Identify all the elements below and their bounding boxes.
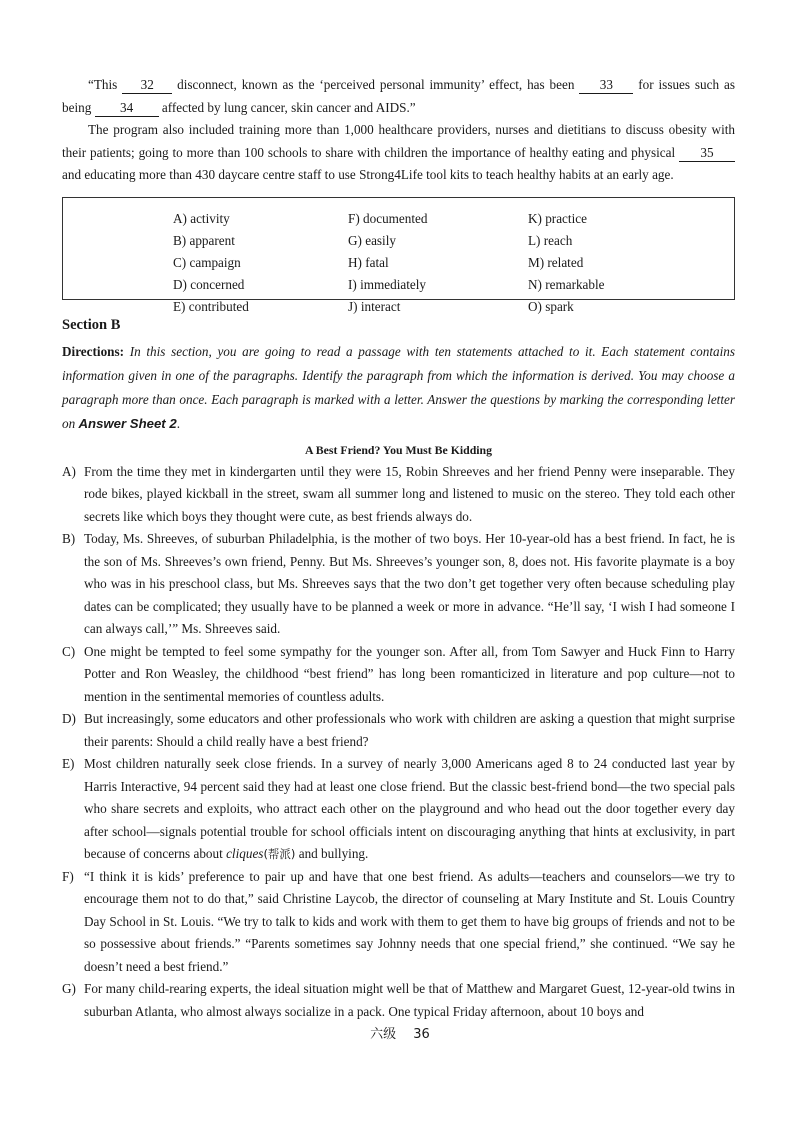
paragraph-letter: G) <box>62 981 76 997</box>
word-option: H) fatal <box>348 254 389 270</box>
text: The program also included training more than 1,000 healthcare providers, nurses and dietitians to discuss obesity with their patients; going to more than 100 schools to share with children the importance of healthy eating and physical <box>62 122 735 160</box>
blank-33[interactable]: 33 <box>579 77 633 94</box>
paragraph-letter: B) <box>62 531 76 547</box>
word-option: B) apparent <box>173 232 235 248</box>
passage-paragraph-1 <box>62 74 735 119</box>
section-b-title: Section B <box>62 316 121 333</box>
paragraph-e <box>62 753 735 866</box>
word-option: I) immediately <box>348 276 426 292</box>
paragraph-g <box>62 978 735 1023</box>
word-option: G) easily <box>348 232 396 248</box>
directions-label: Directions: <box>62 343 125 359</box>
paragraph-letter: E) <box>62 756 75 772</box>
word-option: D) concerned <box>173 276 245 292</box>
word-option: N) remarkable <box>528 276 605 292</box>
chinese-gloss: (帮派) <box>263 847 296 862</box>
text: and educating more than 430 daycare centre staff to use Strong4Life tool kits to teach healthy habits at an early age. <box>62 167 674 182</box>
word-option: M) related <box>528 254 584 270</box>
paragraph-text: From the time they met in kindergarten until they were 15, Robin Shreeves and her friend Penny were inseparable. They rode bikes, played kickball in the street, swam all summer long and listened to music on the stereo. They told each other secrets like which boys they thought were cute, as best friends always do. <box>84 463 735 524</box>
text: affected by lung cancer, skin cancer and AIDS.” <box>158 99 416 115</box>
paragraph-letter: D) <box>62 711 76 727</box>
word-bank-grid <box>173 208 734 318</box>
word-bank <box>62 197 735 314</box>
blank-35[interactable]: 35 <box>679 145 735 162</box>
paragraph-letter: C) <box>62 643 76 659</box>
paragraph-c <box>62 641 735 709</box>
text: “This <box>88 77 123 92</box>
word-option: C) campaign <box>173 254 241 270</box>
text: for issues such as being <box>62 77 735 115</box>
paragraph-letter: A) <box>62 463 76 479</box>
word-option: L) reach <box>528 232 573 248</box>
paragraph-a <box>62 461 735 529</box>
paragraph-d <box>62 708 735 753</box>
word-option: O) spark <box>528 298 574 314</box>
paragraph-f <box>62 866 735 979</box>
word-option: A) activity <box>173 210 230 226</box>
text: Most children naturally seek close friends. In a survey of nearly 3,000 Americans aged 8 to 24 conducted last year by Harris Interactive, 94 percent said they had at least one close friend. But the classic best-friend bond—the two special pals who share secrets and exploits, who attract each other on the playground and who head out the door together every day after school—signals potential trouble for school officials intent on discouraging anything that hints at exclusivity, in part because of concerns about <box>84 756 735 862</box>
word-option: F) documented <box>348 210 428 226</box>
section-b-directions <box>62 340 735 437</box>
paragraph-text: But increasingly, some educators and other professionals who work with children are asking a question that might surprise their parents: Should a child really have a best friend? <box>84 711 735 749</box>
text: disconnect, known as the ‘perceived personal immunity’ effect, has been <box>172 77 580 92</box>
paragraph-text: For many child-rearing experts, the ideal situation might well be that of Matthew and Margaret Guest, 12-year-old twins in suburban Atlanta, who almost always socialize in a pack. One typical Friday afternoon, about 10 boys and <box>84 981 735 1019</box>
page-footer: 六级 36 <box>370 1027 430 1042</box>
blank-34[interactable]: 34 <box>95 100 159 117</box>
directions-text: In this section, you are going to read a passage with ten statements attached to it. Each statement contains information given in one of the paragraphs. Identify the paragraph from which the information is derived. You may choose a paragraph more than once. Each paragraph is marked with a letter. Answer the questions by marking the corresponding letter on <box>62 343 735 432</box>
exam-page <box>62 74 735 1023</box>
article-title: A Best Friend? You Must Be Kidding <box>304 442 493 457</box>
paragraph-text: One might be tempted to feel some sympathy for the younger son. After all, from Tom Sawyer and Huck Finn to Harry Potter and Ron Weasley, the childhood “best friend” has long been romanticized in literature and pop culture—not to mention in the sentimental memories of countless adults. <box>84 643 735 704</box>
directions-end: . <box>176 416 180 432</box>
text: and bullying. <box>295 846 369 862</box>
blank-32[interactable]: 32 <box>122 77 172 94</box>
word-option: E) contributed <box>173 298 249 314</box>
answer-sheet-label: Answer Sheet 2 <box>78 416 177 432</box>
paragraph-text <box>84 753 735 866</box>
word-option: K) practice <box>528 210 587 226</box>
word-option: J) interact <box>348 298 401 314</box>
paragraph-letter: F) <box>62 868 74 884</box>
paragraph-text: Today, Ms. Shreeves, of suburban Philadelphia, is the mother of two boys. Her 10-year-old has a best friend. In fact, he is the son of Ms. Shreeves’s own friend, Penny. But Ms. Shreeves’s younger son, 8, does not. His favorite playmate is a boy who was in his preschool class, but Ms. Shreeves says that the two don’t get together very often because scheduling play dates can be complicated; they usually have to be planned a week or more in advance. “He’ll say, ‘I wish I had someone I can always call,’” Ms. Shreeves said. <box>84 531 735 637</box>
paragraph-text: “I think it is kids’ preference to pair up and have that one best friend. As adults—teachers and counselors—we try to encourage them not to do that,” said Christine Laycob, the director of counseling at Mary Institute and St. Louis Country Day School in St. Louis. “We try to talk to kids and work with them to get them to have big groups of friends and not to be so possessive about friends.” “Parents sometimes say Johnny needs that one special friend,” she continued. “We say he doesn’t need a best friend.” <box>84 868 735 974</box>
paragraph-b <box>62 528 735 641</box>
passage-paragraph-2 <box>62 119 735 187</box>
italic-term: cliques <box>226 846 264 862</box>
